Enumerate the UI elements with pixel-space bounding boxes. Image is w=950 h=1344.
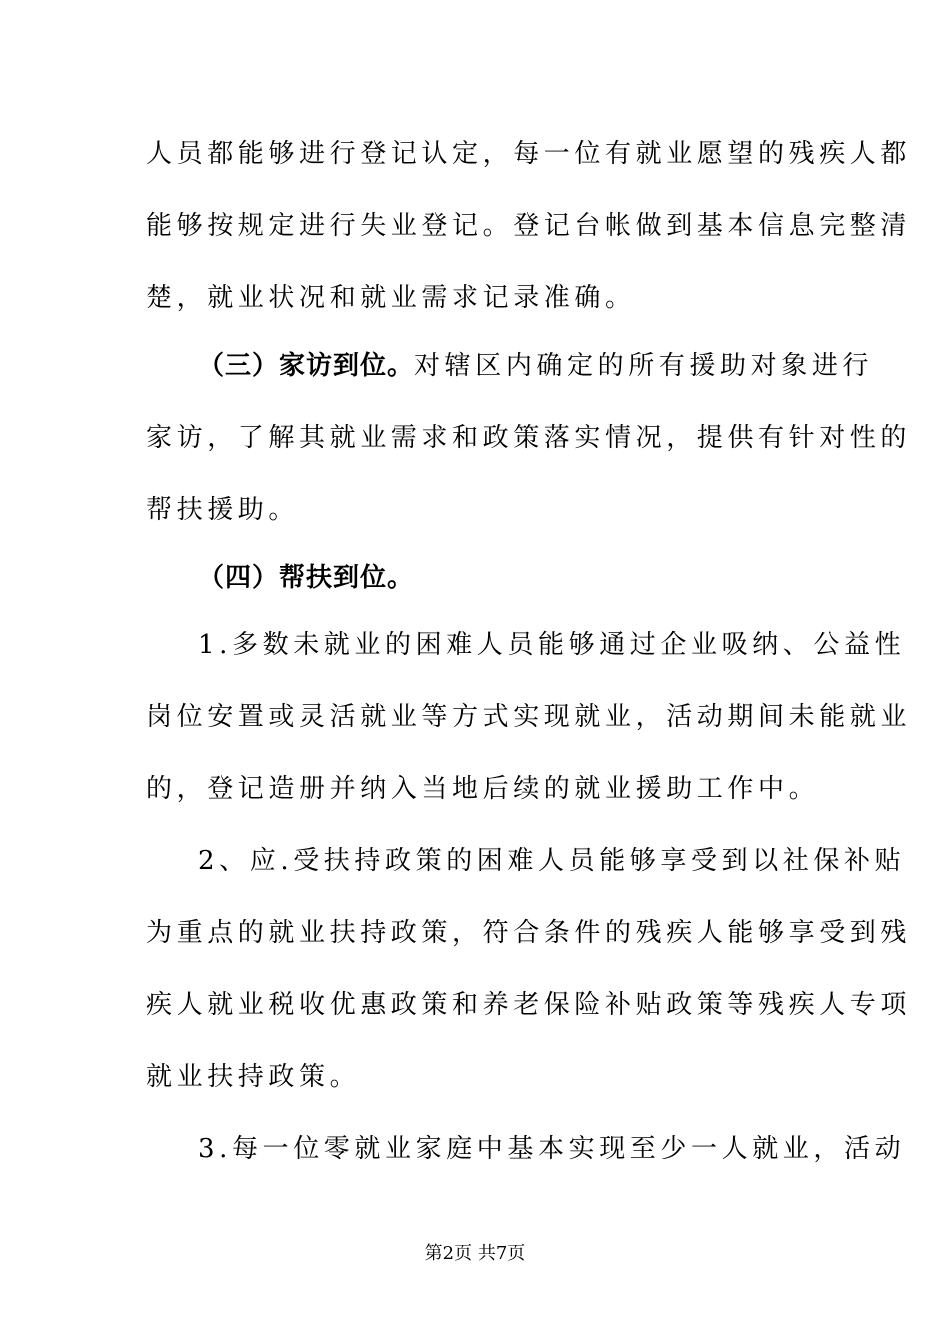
paragraph-line: 3.每一位零就业家庭中基本实现至少一人就业，活动 bbox=[198, 1134, 906, 1164]
paragraph-line: 楚，就业状况和就业需求记录准确。 bbox=[146, 283, 636, 313]
section-3-paragraph bbox=[198, 349, 874, 383]
paragraph-line: 岗位安置或灵活就业等方式实现就业，活动期间未能就业 bbox=[146, 702, 912, 732]
paragraph-line: 人员都能够进行登记认定，每一位有就业愿望的残疾人都 bbox=[146, 139, 912, 169]
paragraph-line: 就业扶持政策。 bbox=[146, 1062, 361, 1092]
page-number-footer: 第2页 共7页 bbox=[424, 1243, 526, 1264]
paragraph-line: 2、应.受扶持政策的困难人员能够享受到以社保补贴 bbox=[198, 846, 906, 876]
paragraph-line: 为重点的就业扶持政策，符合条件的残疾人能够享受到残 bbox=[146, 918, 912, 948]
section-4-heading: （四）帮扶到位。 bbox=[198, 563, 415, 593]
paragraph-line: 1.多数未就业的困难人员能够通过企业吸纳、公益性 bbox=[198, 630, 906, 660]
paragraph-line: 家访，了解其就业需求和政策落实情况，提供有针对性的 bbox=[146, 423, 912, 453]
paragraph-line: 的，登记造册并纳入当地后续的就业援助工作中。 bbox=[146, 774, 820, 804]
section-3-heading: （三）家访到位。 bbox=[198, 351, 415, 381]
paragraph-line: 能够按规定进行失业登记。登记台帐做到基本信息完整清 bbox=[146, 211, 912, 241]
paragraph-text: 对辖区内确定的所有援助对象进行 bbox=[414, 351, 874, 381]
paragraph-line: 帮扶援助。 bbox=[146, 495, 300, 525]
paragraph-line: 疾人就业税收优惠政策和养老保险补贴政策等残疾人专项 bbox=[146, 990, 912, 1020]
